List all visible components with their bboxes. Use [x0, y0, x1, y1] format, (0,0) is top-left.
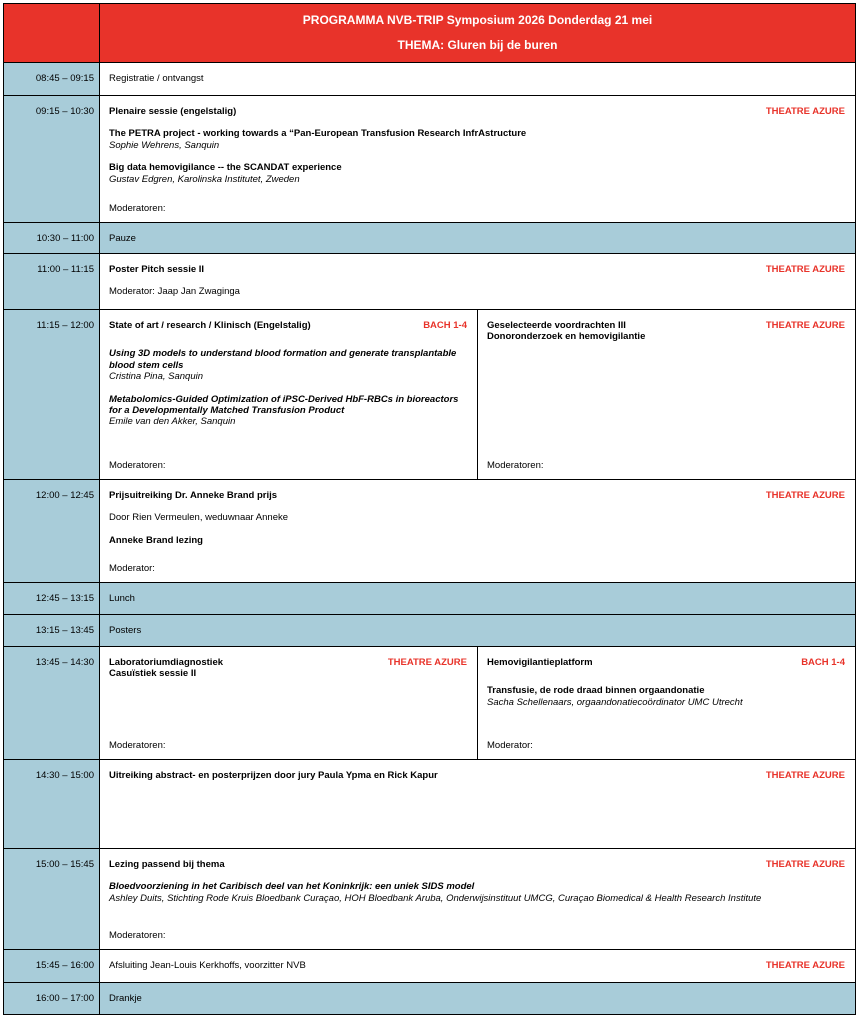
session-title: State of art / research / Klinisch (Engelstalig)	[109, 320, 311, 331]
session-left	[100, 310, 478, 479]
schedule-row	[3, 647, 856, 760]
talk-title: The PETRA project - working towards a “Pan-European Transfusion Research InfrAstructure	[109, 128, 527, 140]
session-text: Drankje	[109, 993, 142, 1004]
session-right	[478, 647, 855, 759]
session-cell	[100, 583, 855, 614]
session-cell	[100, 223, 855, 253]
session-cell	[100, 63, 855, 95]
schedule-row	[3, 849, 856, 950]
time-cell: 15:45 – 16:00	[4, 950, 100, 982]
talk-speaker: Emile van den Akker, Sanquin	[109, 416, 236, 428]
session-subtitle: Door Rien Vermeulen, weduwnaar Anneke	[109, 512, 289, 524]
session-text: Pauze	[109, 233, 136, 244]
talk-speaker: Ashley Duits, Stichting Rode Kruis Bloedbank Curaçao, HOH Bloedbank Aruba, Onderwijsinstituut UMCG, Curaçao Biomedical & Health Research Institute	[109, 892, 762, 904]
lecture-title: Anneke Brand lezing	[109, 534, 203, 546]
moderators: Moderatoren:	[109, 739, 166, 751]
moderators: Moderatoren:	[109, 202, 166, 214]
time-cell: 11:15 – 12:00	[4, 310, 100, 479]
moderators: Moderatoren:	[487, 459, 544, 471]
moderators: Moderatoren:	[109, 459, 166, 471]
session-cell	[100, 760, 855, 848]
time-cell: 10:30 – 11:00	[4, 223, 100, 253]
session-subtitle: Donoronderzoek en hemovigilantie	[487, 331, 646, 343]
header-title	[100, 4, 855, 62]
talk-title: Using 3D models to understand blood formation and generate transplantable blood stem cells	[109, 348, 457, 371]
room-label: THEATRE AZURE	[765, 490, 845, 501]
program-table	[3, 3, 856, 1015]
schedule-row	[3, 480, 856, 583]
schedule-row	[3, 615, 856, 647]
time-cell: 14:30 – 15:00	[4, 760, 100, 848]
time-cell: 11:00 – 11:15	[4, 254, 100, 309]
room-label: THEATRE AZURE	[765, 770, 845, 781]
session-text: Posters	[109, 625, 142, 636]
session-cell	[100, 96, 855, 222]
session-text: Registratie / ontvangst	[109, 73, 204, 84]
session-title: Poster Pitch sessie II	[109, 264, 205, 275]
session-text: Lunch	[109, 593, 135, 604]
session-title: Geselecteerde voordrachten III	[487, 320, 626, 331]
talk-speaker: Gustav Edgren, Karolinska Institutet, Zweden	[109, 173, 300, 185]
time-cell: 13:45 – 14:30	[4, 647, 100, 759]
session-title: Prijsuitreiking Dr. Anneke Brand prijs	[109, 490, 278, 501]
session-cell	[100, 849, 855, 949]
session-title: Plenaire sessie (engelstalig)	[109, 106, 237, 117]
room-label: THEATRE AZURE	[765, 320, 845, 331]
session-title: Laboratoriumdiagnostiek	[109, 657, 224, 668]
schedule-row	[3, 760, 856, 849]
session-title: Uitreiking abstract- en posterprijzen door jury Paula Ypma en Rick Kapur	[109, 770, 438, 781]
session-cell	[100, 615, 855, 646]
schedule-row	[3, 254, 856, 310]
time-cell: 15:00 – 15:45	[4, 849, 100, 949]
header-theme: THEMA: Gluren bij de buren	[397, 38, 558, 52]
session-title: Lezing passend bij thema	[109, 859, 225, 870]
time-cell: 09:15 – 10:30	[4, 96, 100, 222]
schedule-row	[3, 310, 856, 480]
talk-speaker: Cristina Pina, Sanquin	[109, 371, 203, 383]
room-label: THEATRE AZURE	[765, 264, 845, 275]
time-cell: 12:00 – 12:45	[4, 480, 100, 582]
parallel-sessions	[100, 310, 855, 479]
room-label: THEATRE AZURE	[765, 106, 845, 117]
moderator: Moderator:	[109, 562, 155, 574]
parallel-sessions	[100, 647, 855, 759]
talk-title: Bloedvoorziening in het Caribisch deel van het Koninkrijk: een uniek SIDS model	[109, 881, 475, 893]
room-label: BACH 1-4	[801, 657, 845, 668]
moderator: Moderator:	[487, 739, 533, 751]
session-text: Afsluiting Jean-Louis Kerkhoffs, voorzitter NVB	[109, 960, 306, 971]
schedule-row	[3, 583, 856, 615]
room-label: THEATRE AZURE	[765, 960, 845, 971]
header-line1: PROGRAMMA NVB-TRIP Symposium 2026 Donderdag 21 mei	[302, 13, 653, 27]
talk-title: Metabolomics-Guided Optimization of iPSC-Derived HbF-RBCs in bioreactors for a Developmentally Matched Transfusion Product	[109, 393, 459, 416]
time-cell: 08:45 – 09:15	[4, 63, 100, 95]
session-cell	[100, 254, 855, 309]
session-cell	[100, 983, 855, 1014]
talk-speaker: Sophie Wehrens, Sanquin	[109, 139, 220, 151]
moderators: Moderatoren:	[109, 929, 166, 941]
session-cell	[100, 950, 855, 982]
session-title: Hemovigilantieplatform	[487, 657, 593, 668]
session-right	[478, 310, 855, 479]
time-cell: 12:45 – 13:15	[4, 583, 100, 614]
talk-title: Big data hemovigilance -- the SCANDAT experience	[109, 162, 342, 174]
session-subtitle: Casuïstiek sessie II	[109, 668, 197, 680]
talk-speaker: Sacha Schellenaars, orgaandonatiecoördinator UMC Utrecht	[487, 696, 743, 708]
schedule-row	[3, 223, 856, 254]
talk-title: Transfusie, de rode draad binnen orgaandonatie	[487, 685, 705, 697]
time-cell: 13:15 – 13:45	[4, 615, 100, 646]
room-label: THEATRE AZURE	[387, 657, 467, 668]
moderator: Moderator: Jaap Jan Zwaginga	[109, 286, 240, 298]
program-header	[3, 3, 856, 63]
schedule-row	[3, 983, 856, 1015]
time-cell: 16:00 – 17:00	[4, 983, 100, 1014]
room-label: THEATRE AZURE	[765, 859, 845, 870]
schedule-row	[3, 950, 856, 983]
session-left	[100, 647, 478, 759]
schedule-row	[3, 96, 856, 223]
room-label: BACH 1-4	[423, 320, 467, 331]
session-cell	[100, 480, 855, 582]
schedule-row	[3, 63, 856, 96]
header-corner	[4, 4, 100, 62]
